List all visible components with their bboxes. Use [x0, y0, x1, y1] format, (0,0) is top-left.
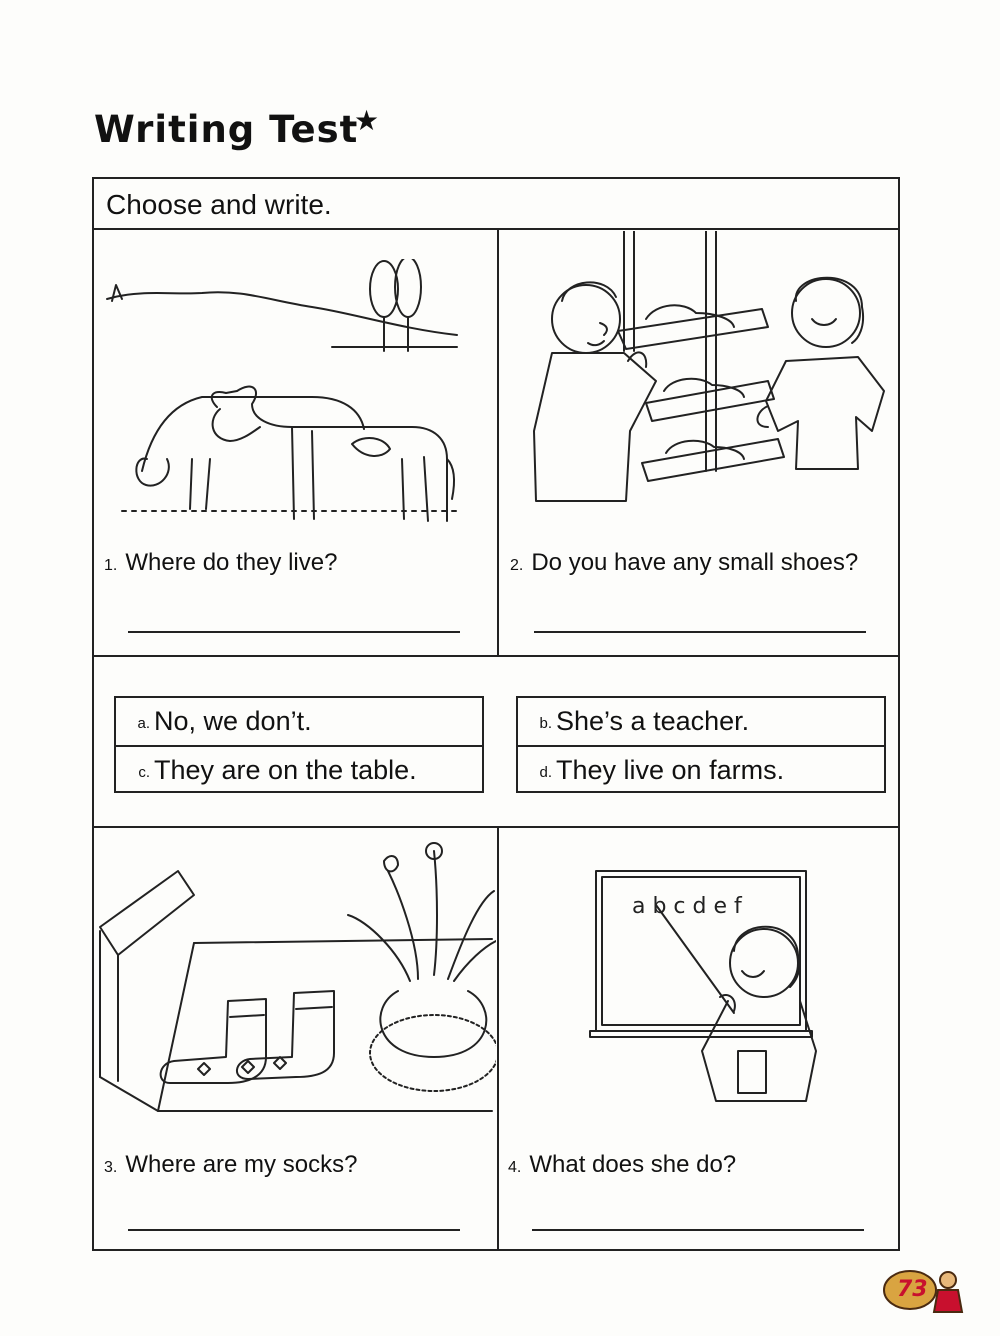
choice-b: b. She’s a teacher. — [539, 706, 750, 736]
cows-illustration — [102, 259, 462, 529]
question-2: 2. Do you have any small shoes? — [510, 549, 859, 576]
divider — [497, 826, 499, 1251]
page-title: Writing Test — [94, 108, 359, 151]
answer-line-1[interactable] — [128, 631, 460, 633]
answer-line-3[interactable] — [128, 1229, 460, 1231]
divider — [94, 826, 898, 828]
question-3: 3. Where are my socks? — [104, 1151, 358, 1178]
teacher-illustration — [506, 831, 894, 1131]
question-1: 1. Where do they live? — [104, 549, 338, 576]
question-4: 4. What does she do? — [508, 1151, 737, 1178]
star-icon: ★ — [354, 105, 380, 136]
blackboard-letters: a b c d e f — [632, 894, 742, 919]
answer-line-4[interactable] — [532, 1229, 864, 1231]
page-number: 73 — [897, 1277, 928, 1302]
worksheet — [92, 177, 900, 1251]
choice-a: a. No, we don’t. — [137, 706, 312, 736]
divider — [94, 655, 898, 657]
socks-table-illustration — [98, 831, 496, 1121]
choice-box-right — [516, 696, 886, 793]
instruction: Choose and write. — [106, 189, 332, 220]
answer-line-2[interactable] — [534, 631, 866, 633]
choice-d: d. They live on farms. — [518, 745, 884, 793]
shoe-shop-illustration — [506, 231, 894, 531]
divider — [497, 228, 499, 655]
choice-c: c. They are on the table. — [116, 745, 482, 793]
choice-box-left — [114, 696, 484, 793]
divider — [94, 228, 898, 230]
